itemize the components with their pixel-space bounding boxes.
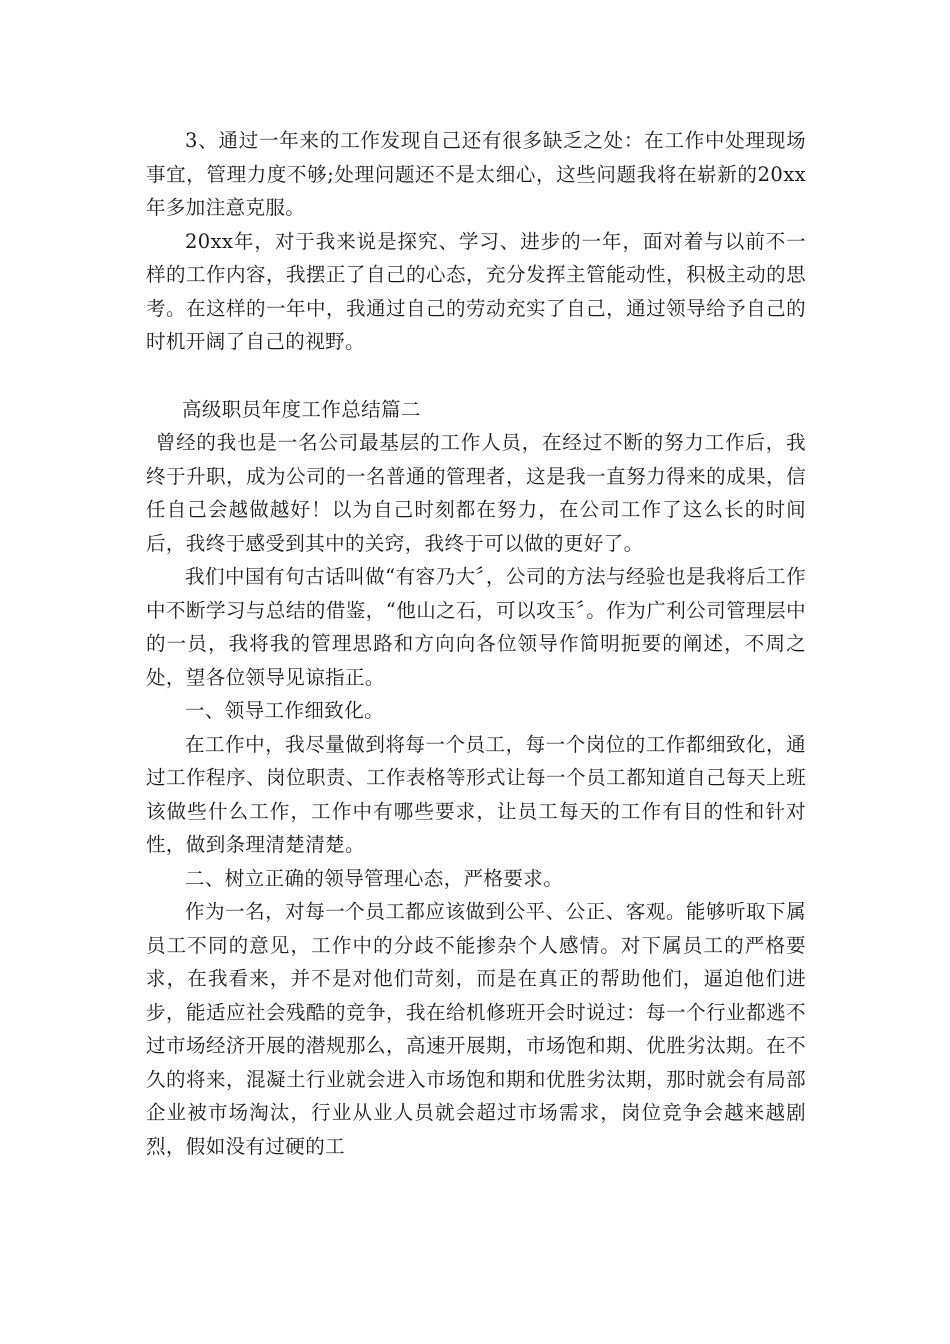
heading-point-two: 二、树立正确的领导管理心态，严格要求。 [185, 866, 564, 890]
paragraph-point-two: 作为一名，对每一个员工都应该做到公平、公正、客观。能够听取下属员工不同的意见，工作中的分歧不能掺杂个人感情。对下属员工的严格要求，在我看来，并不是对他们苛刻，而是在真正的帮助他们，逼迫他们进步，能适应社会残酷的竞争，我在给机修班开会时说过：每一个行业都逃不过市场经济开展的潜规那么，高速开展期，市场饱和期、优胜劣汰期。在不久的将来，混凝土行业就会进入市场饱和期和优胜劣汰期，那时就会有局部企业被市场淘汰，行业从业人员就会超过市场需求，岗位竞争会越来越剧烈，假如没有过硬的工 [146, 900, 806, 1158]
paragraph-point-one: 在工作中，我尽量做到将每一个员工，每一个岗位的工作都细致化，通过工作程序、岗位职责、工作表格等形式让每一个员工都知道自己每天上班该做些什么工作，工作中有哪些要求，让员工每天的工作有目的性和针对性，做到条理清楚清楚。 [146, 732, 806, 856]
paragraph-gap [146, 359, 806, 393]
paragraph-proverb: 我们中国有句古话叫做“有容乃大〞，公司的方法与经验也是我将后工作中不断学习与总结的借鉴，“他山之石，可以攻玉〞。作为广利公司管理层中的一员，我将我的管理思路和方向向各位领导作简明扼要的阐述，不周之处，望各位领导见谅指正。 [146, 565, 806, 689]
section-title: 高级职员年度工作总结篇二 [182, 397, 421, 421]
heading-point-one: 一、领导工作细致化。 [185, 699, 385, 722]
paragraph-shortcomings: 3、通过一年来的工作发现自己还有很多缺乏之处：在工作中处理现场事宜，管理力度不够;处理问题还不是太细心，这些问题我将在崭新的20xx年多加注意克服。 [146, 129, 806, 219]
document-page [146, 124, 806, 1163]
paragraph-promotion: 曾经的我也是一名公司最基层的工作人员，在经过不断的努力工作后，我终于升职，成为公司的一名普通的管理者，这是我一直努力得来的成果，信任自己会越做越好！以为自己时刻都在努力，在公司工作了这么长的时间后，我终于感受到其中的关窍，我终于可以做的更好了。 [146, 431, 806, 555]
paragraph-year-review: 20xx年，对于我来说是探究、学习、进步的一年，面对着与以前不一样的工作内容，我摆正了自己的心态，充分发挥主管能动性，积极主动的思考。在这样的一年中，我通过自己的劳动充实了自己，通过领导给予自己的时机开阔了自己的视野。 [146, 229, 806, 353]
